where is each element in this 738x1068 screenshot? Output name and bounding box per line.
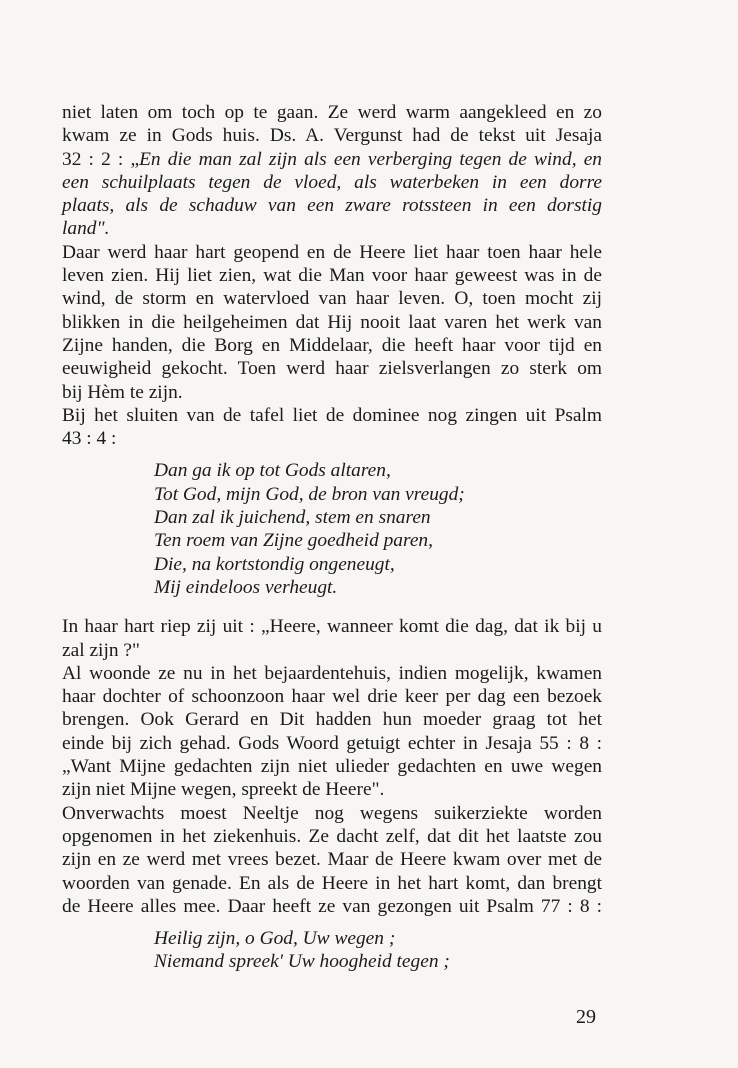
text-line: Daar werd haar hart geopend en de Heere liet haar toen haar hele [62, 241, 602, 263]
text-line: „Want Mijne gedachten zijn niet ulieder gedachten en uwe wegen [62, 756, 602, 778]
text-line: 43 : 4 : [62, 428, 117, 450]
text-line: kwam ze in Gods huis. Ds. A. Vergunst had de tekst uit Jesaja [62, 125, 602, 147]
verse-line: Tot God, mijn God, de bron van vreugd; [154, 483, 465, 505]
verse-line: Heilig zijn, o God, Uw wegen ; [154, 928, 396, 950]
text-line: niet laten om toch op te gaan. Ze werd warm aangekleed en zo [62, 102, 602, 123]
text-line: woorden van genade. En als de Heere in het hart komt, dan brengt [62, 872, 602, 894]
verse-line: Ten roem van Zijne goedheid paren, [154, 530, 433, 552]
text-line: Zijne handen, die Borg en Middelaar, die heeft haar voor tijd en [62, 334, 602, 356]
psalm-verse-43-4 [154, 459, 602, 599]
page-body [62, 101, 602, 974]
text-line: plaats, als de schaduw van een zware rotssteen in een dorstig [62, 195, 602, 217]
text-line: In haar hart riep zij uit : „Heere, wanneer komt die dag, dat ik bij u [62, 616, 602, 638]
text-line: de Heere alles mee. Daar heeft ze van gezongen uit Psalm 77 : 8 : [62, 895, 602, 917]
text-line: haar dochter of schoonzoon haar wel drie keer per dag een bezoek [62, 686, 602, 708]
psalm-verse-77-8 [154, 927, 602, 974]
text-line: eeuwigheid gekocht. Toen werd haar zielsverlangen zo sterk om [62, 358, 602, 380]
text-line: Bij het sluiten van de tafel liet de dominee nog zingen uit Psalm [62, 404, 602, 426]
text-line: zijn niet Mijne wegen, spreekt de Heere". [62, 779, 385, 801]
text-line: opgenomen in het ziekenhuis. Ze dacht zelf, dat dit het laatste zou [62, 825, 602, 847]
paragraph-block-1 [62, 101, 602, 450]
text-line: einde bij zich gehad. Gods Woord getuigt echter in Jesaja 55 : 8 : [62, 732, 602, 754]
verse-line: Die, na kortstondig ongeneugt, [154, 553, 395, 575]
verse-line: Niemand spreek' Uw hoogheid tegen ; [154, 951, 450, 973]
text-line: land". [62, 218, 110, 240]
text-line: zal zijn ?" [62, 639, 140, 661]
text-line: blikken in die heilgeheimen dat Hij nooit laat varen het werk van [62, 311, 602, 333]
paragraph-block-2 [62, 615, 602, 918]
text-line: Al woonde ze nu in het bejaardentehuis, indien mogelijk, kwamen [62, 662, 602, 684]
text-line: bij Hèm te zijn. [62, 381, 183, 403]
text-line: Onverwachts moest Neeltje nog wegens suikerziekte worden [62, 802, 602, 824]
verse-line: Dan ga ik op tot Gods altaren, [154, 460, 391, 482]
text-line: leven zien. Hij liet zien, wat die Man voor haar geweest was in de [62, 265, 602, 287]
text-line: 32 : 2 : „En die man zal zijn als een verberging tegen de wind, en [62, 148, 602, 170]
page-number: 29 [576, 1006, 596, 1028]
verse-line: Dan zal ik juichend, stem en snaren [154, 507, 431, 529]
text-line: brengen. Ook Gerard en Dit hadden hun moeder graag tot het [62, 709, 602, 731]
text-line: een schuilplaats tegen de vloed, als waterbeken in een dorre [62, 171, 602, 193]
text-line: wind, de storm en watervloed van haar leven. O, toen mocht zij [62, 288, 602, 310]
text-line: zijn en ze werd met vrees bezet. Maar de Heere kwam over met de [62, 849, 602, 871]
verse-line: Mij eindeloos verheugt. [154, 576, 338, 598]
